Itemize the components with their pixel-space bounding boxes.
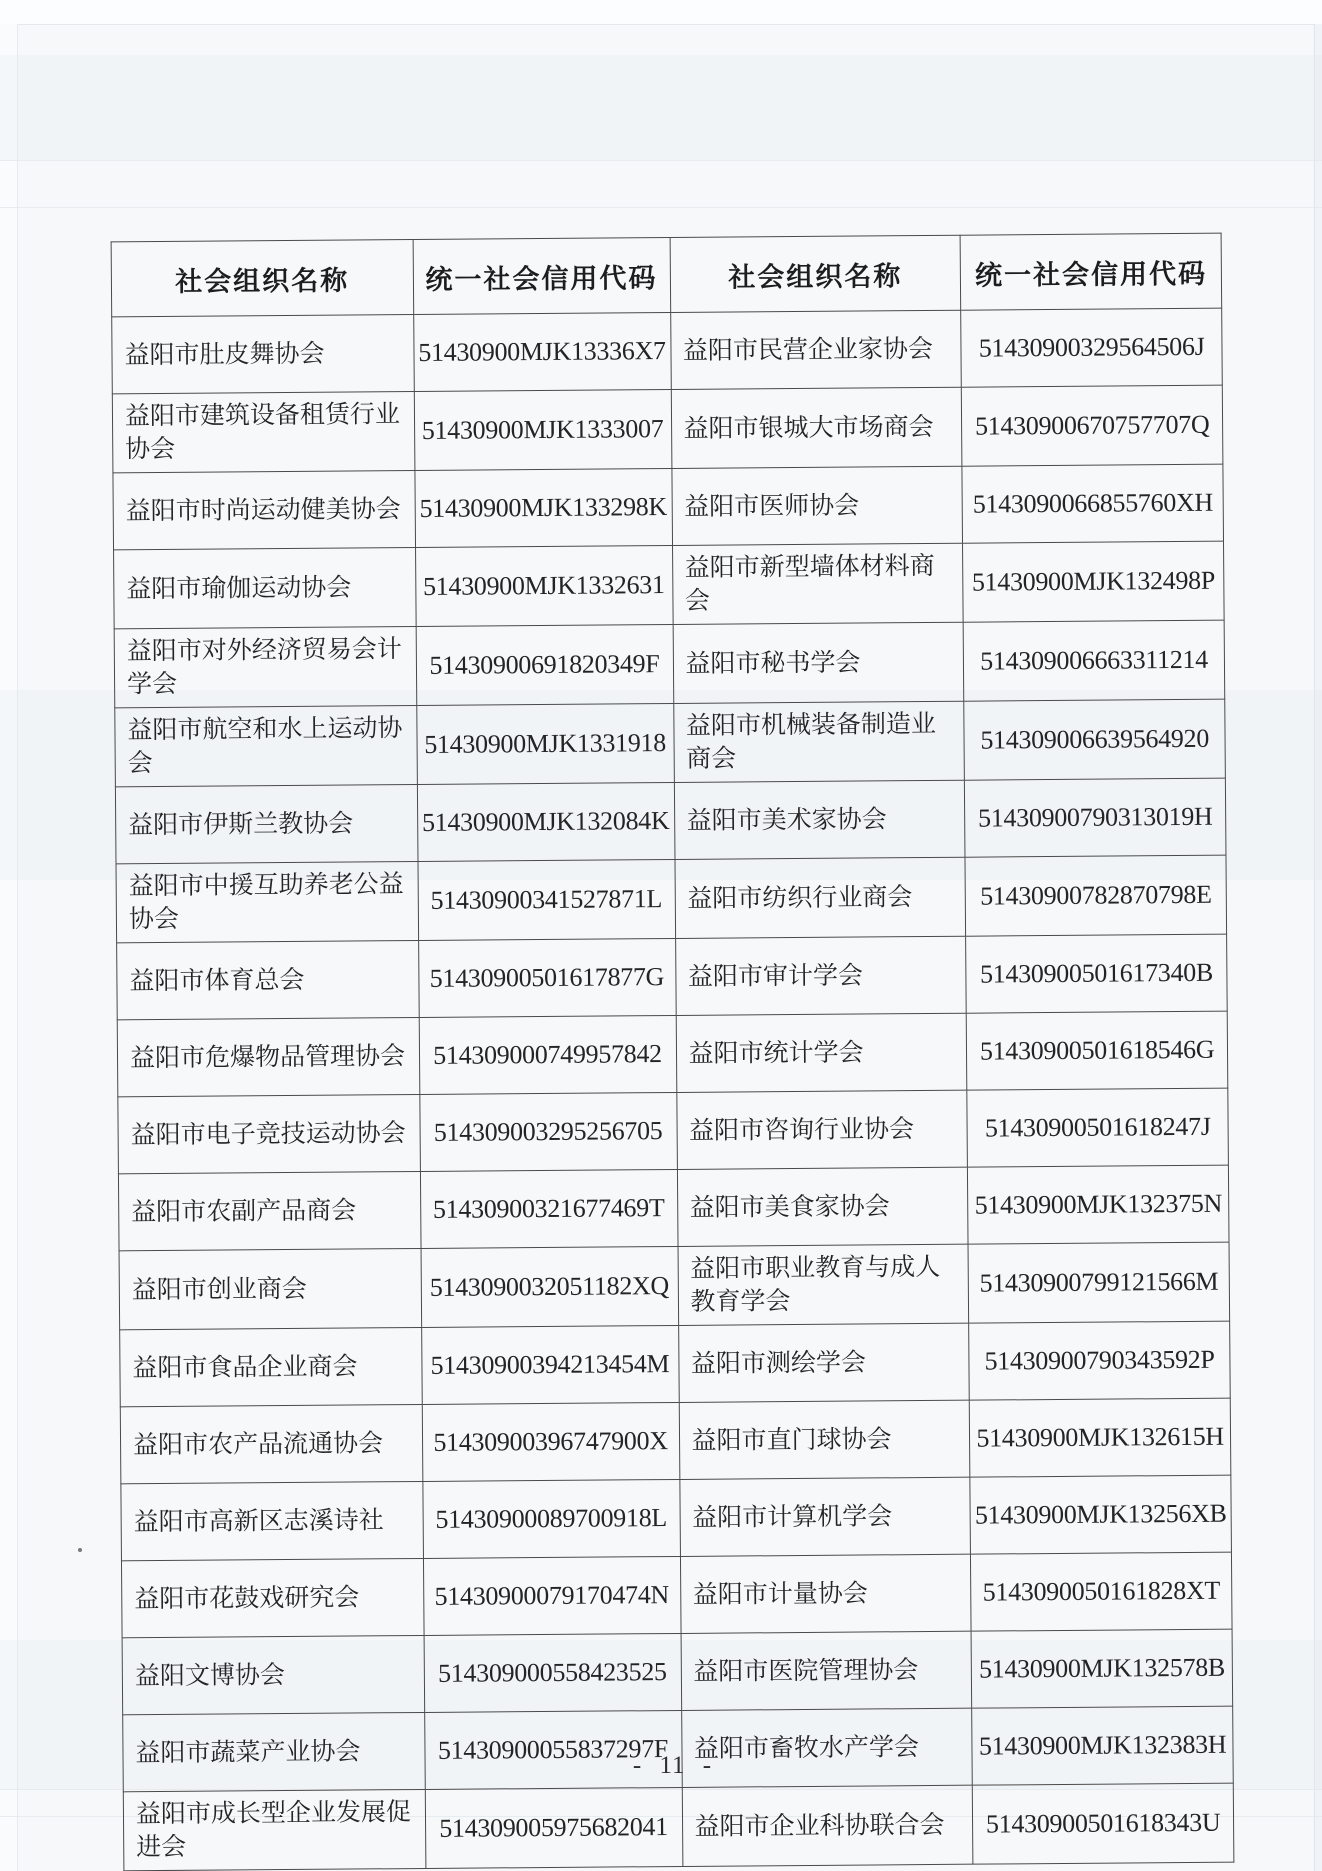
credit-code-right-cell: 514309006663311214 [963,620,1224,701]
org-name-right-cell: 益阳市职业教育与成人教育学会 [678,1244,969,1325]
header-org-name-right: 社会组织名称 [670,235,961,312]
org-name-left-cell: 益阳市中援互助养老公益协会 [116,861,418,942]
table-header-row [111,233,1222,317]
credit-code-right-cell: 51430900MJK132578B [971,1629,1232,1708]
credit-code-left-cell: 51430900MJK132084K [417,782,675,861]
org-name-left-cell: 益阳市瑜伽运动协会 [114,548,416,629]
credit-code-right-cell: 51430900329564506J [961,308,1222,387]
header-credit-code-right: 统一社会信用代码 [960,233,1221,310]
org-name-left-cell: 益阳市高新区志溪诗社 [121,1481,423,1560]
credit-code-left-cell: 51430900055837297F [424,1710,682,1789]
org-name-right-cell: 益阳市美术家协会 [674,780,965,859]
org-name-right-cell: 益阳市咨询行业协会 [676,1090,967,1169]
credit-code-right-cell: 51430900MJK132375N [968,1165,1229,1244]
credit-code-right-cell: 51430900501618247J [967,1088,1228,1167]
credit-code-right-cell: 51430900MJK13256XB [970,1475,1231,1554]
org-name-left-cell: 益阳文博协会 [122,1635,424,1714]
credit-code-right-cell: 51430900501618546G [966,1011,1227,1090]
table-row [123,1783,1234,1871]
credit-code-left-cell: 51430900MJK13336X7 [413,312,671,391]
scan-line [0,160,1322,161]
credit-code-left-cell: 51430900MJK1333007 [414,389,672,470]
org-name-right-cell: 益阳市民营企业家协会 [670,310,961,389]
table-row [118,1088,1229,1174]
credit-code-left-cell: 51430900089700918L [422,1479,680,1558]
table-row [116,855,1227,943]
table-row [122,1629,1233,1715]
credit-code-left-cell: 514309005975682041 [425,1787,683,1868]
credit-code-right-cell: 51430900790313019H [965,778,1226,857]
org-credit-code-table [111,233,1235,1871]
credit-code-left-cell: 51430900079170474N [423,1556,681,1635]
org-name-right-cell: 益阳市机械装备制造业商会 [673,701,964,782]
org-name-left-cell: 益阳市农副产品商会 [118,1171,420,1250]
org-name-right-cell: 益阳市畜牧水产学会 [681,1708,972,1787]
credit-code-right-cell: 51430900MJK132498P [963,541,1224,622]
org-name-right-cell: 益阳市医师协会 [671,466,962,545]
credit-code-right-cell: 51430900670757707Q [962,385,1223,466]
credit-code-right-cell: 51430900501617340B [966,934,1227,1013]
table-row [121,1475,1232,1561]
org-name-left-cell: 益阳市航空和水上运动协会 [115,706,417,787]
credit-code-left-cell: 51430900394213454M [421,1325,679,1404]
credit-code-left-cell: 514309000749957842 [419,1015,677,1094]
credit-code-left-cell: 51430900501617877G [418,938,676,1017]
org-name-right-cell: 益阳市直门球协会 [679,1400,970,1479]
table-row [117,1011,1228,1097]
table-row [114,620,1225,708]
org-name-left-cell: 益阳市成长型企业发展促进会 [123,1789,425,1870]
org-name-left-cell: 益阳市电子竞技运动协会 [118,1094,420,1173]
page-number: - 11 - [632,1752,713,1779]
scan-edge-top [0,0,1322,25]
credit-code-right-cell: 51430900501618343U [973,1783,1234,1864]
table-row [115,699,1226,787]
org-name-right-cell: 益阳市企业科协联合会 [682,1785,973,1866]
table-row [120,1398,1231,1484]
credit-code-left-cell: 5143090032051182XQ [421,1246,679,1327]
credit-code-left-cell: 51430900691820349F [416,624,674,705]
org-name-left-cell: 益阳市蔬菜产业协会 [123,1712,425,1791]
credit-code-right-cell: 51430900MJK132383H [972,1706,1233,1785]
org-name-right-cell: 益阳市计量协会 [680,1554,971,1633]
credit-code-right-cell: 5143090050161828XT [971,1552,1232,1631]
credit-code-left-cell: 51430900321677469T [420,1169,678,1248]
org-name-right-cell: 益阳市秘书学会 [673,622,964,703]
org-name-left-cell: 益阳市创业商会 [119,1248,421,1329]
org-name-right-cell: 益阳市美食家协会 [677,1167,968,1246]
credit-code-left-cell: 514309000558423525 [424,1633,682,1712]
credit-code-right-cell: 51430900799121566M [968,1242,1229,1323]
credit-code-left-cell: 51430900MJK1332631 [415,545,673,626]
scan-edge-left [0,24,18,1871]
org-name-left-cell: 益阳市时尚运动健美协会 [113,471,415,550]
org-name-right-cell: 益阳市统计学会 [676,1013,967,1092]
org-name-left-cell: 益阳市食品企业商会 [120,1327,422,1406]
credit-code-left-cell: 51430900MJK1331918 [416,703,674,784]
table-row [121,1552,1232,1638]
org-name-left-cell: 益阳市危爆物品管理协会 [117,1017,419,1096]
org-name-left-cell: 益阳市伊斯兰教协会 [115,784,417,863]
credit-code-left-cell: 51430900396747900X [422,1402,680,1481]
scan-line [0,207,1322,208]
scan-band [0,55,1322,160]
credit-code-left-cell: 51430900MJK133298K [414,468,672,547]
credit-code-right-cell: 51430900782870798E [965,855,1226,936]
org-name-right-cell: 益阳市测绘学会 [678,1323,969,1402]
table-row [112,385,1223,473]
org-name-left-cell: 益阳市肚皮舞协会 [112,315,414,394]
table-row [120,1321,1231,1407]
table-body [112,308,1234,1871]
org-name-left-cell: 益阳市花鼓戏研究会 [121,1558,423,1637]
org-name-right-cell: 益阳市审计学会 [675,936,966,1015]
scan-speck [78,1548,82,1552]
header-org-name-left: 社会组织名称 [111,240,413,317]
org-name-left-cell: 益阳市农产品流通协会 [120,1404,422,1483]
scan-edge-right [1314,24,1322,1871]
table-row [117,934,1228,1020]
org-name-right-cell: 益阳市纺织行业商会 [674,857,965,938]
credit-code-right-cell: 514309006639564920 [964,699,1225,780]
table-row [114,541,1225,629]
table-header [111,233,1222,317]
table-row [118,1165,1229,1251]
credit-code-right-cell: 51430900MJK132615H [969,1398,1230,1477]
credit-code-right-cell: 5143090066855760XH [962,464,1223,543]
table-row [112,308,1223,394]
org-name-left-cell: 益阳市建筑设备租赁行业协会 [112,392,414,473]
table-row [119,1242,1230,1330]
header-credit-code-left: 统一社会信用代码 [413,237,671,314]
org-name-right-cell: 益阳市计算机学会 [679,1477,970,1556]
org-name-left-cell: 益阳市对外经济贸易会计学会 [114,627,416,708]
credit-code-left-cell: 51430900341527871L [418,859,676,940]
org-name-left-cell: 益阳市体育总会 [117,940,419,1019]
org-name-right-cell: 益阳市医院管理协会 [681,1631,972,1710]
org-name-right-cell: 益阳市新型墙体材料商会 [672,543,963,624]
table-row [113,464,1224,550]
credit-code-right-cell: 51430900790343592P [969,1321,1230,1400]
credit-code-left-cell: 514309003295256705 [419,1092,677,1171]
org-name-right-cell: 益阳市银城大市场商会 [671,387,962,468]
table-row [115,778,1226,864]
